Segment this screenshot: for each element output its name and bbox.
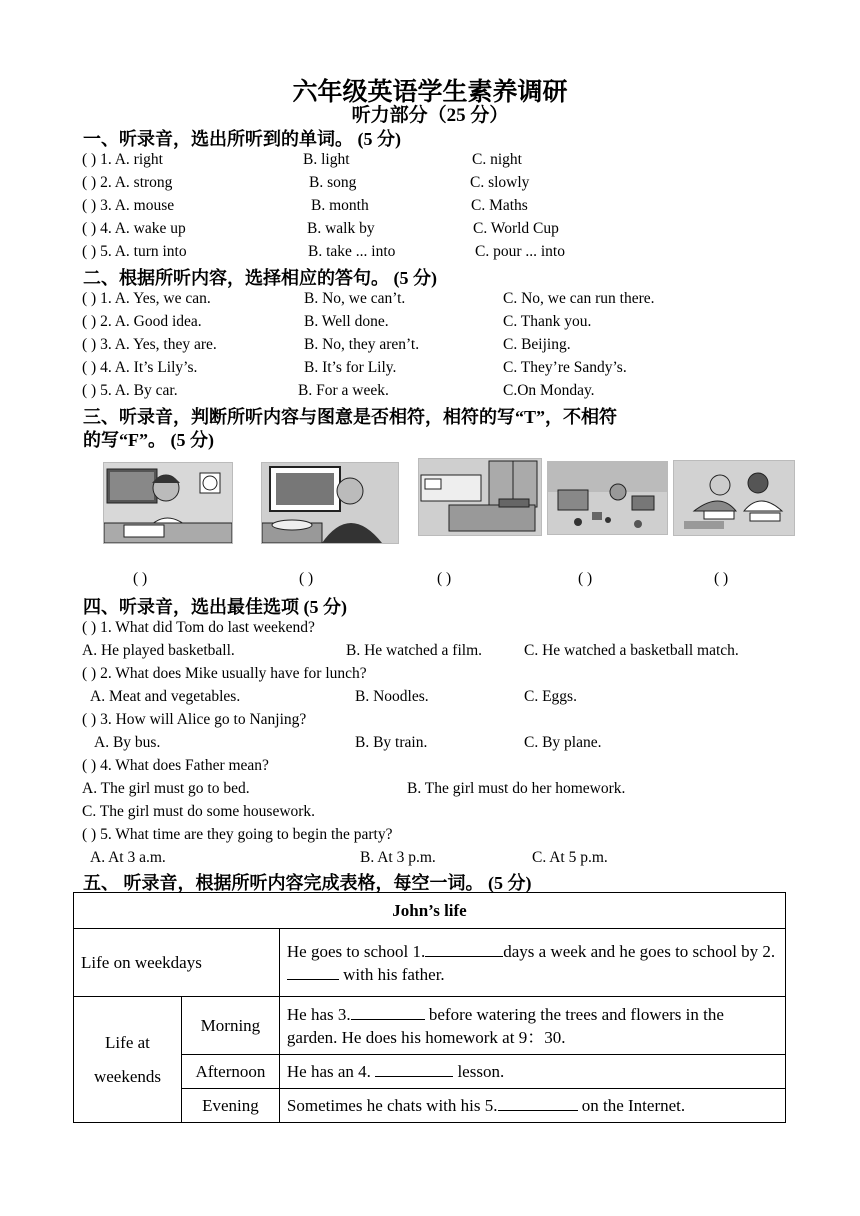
- section-2-heading: 二、根据所听内容，选择相应的答句。 (5 分): [83, 268, 437, 288]
- s4-q5: ( ) 5. What time are they going to begin the party?: [82, 826, 393, 843]
- afternoon-content: [279, 1055, 785, 1089]
- s2-q4-c: C. They’re Sandy’s.: [503, 359, 627, 376]
- s1-q3-b: B. month: [311, 197, 369, 214]
- afternoon-text-2: lesson.: [453, 1062, 505, 1081]
- section-4-heading: 四、听录音，选出最佳选项 (5 分): [83, 597, 347, 617]
- s4-q2-c: C. Eggs.: [524, 688, 577, 705]
- s1-q4-b: B. walk by: [307, 220, 375, 237]
- s2-q3-b: B. No, they aren’t.: [304, 336, 420, 353]
- page-subtitle: 听力部分（25 分）: [351, 105, 509, 126]
- s4-q1-c: C. He watched a basketball match.: [524, 642, 739, 659]
- s2-q5-b: B. For a week.: [298, 382, 389, 399]
- s4-q2-b: B. Noodles.: [355, 688, 429, 705]
- table-header: John’s life: [74, 893, 786, 929]
- s4-q3: ( ) 3. How will Alice go to Nanjing?: [82, 711, 307, 728]
- weekdays-label: Life on weekdays: [74, 929, 280, 997]
- evening-label: Evening: [181, 1089, 279, 1123]
- picture-boy-writing: [103, 462, 233, 544]
- s1-q2-a: ( ) 2. A. strong: [82, 174, 173, 191]
- s2-q3-a: ( ) 3. A. Yes, they are.: [82, 336, 217, 353]
- s1-q5-a: ( ) 5. A. turn into: [82, 243, 187, 260]
- section-3-heading-line1: 三、听录音，判断所听内容与图意是否相符，相符的写“T”，不相符: [83, 407, 618, 427]
- section-3-heading-line2: 的写“F”。 (5 分): [83, 430, 214, 450]
- s4-q5-b: B. At 3 p.m.: [360, 849, 436, 866]
- s1-q4-c: C. World Cup: [473, 220, 559, 237]
- morning-content: [279, 997, 785, 1055]
- s4-q5-a: A. At 3 a.m.: [90, 849, 166, 866]
- morning-text-2: before watering the trees and flowers in the garden. He does his homework at 9：30.: [286, 1004, 724, 1047]
- weekdays-text-3: with his father.: [338, 964, 445, 984]
- blank-1[interactable]: [425, 956, 503, 957]
- s1-q1-a: ( ) 1. A. right: [82, 151, 163, 168]
- s2-q3-c: C. Beijing.: [503, 336, 571, 353]
- s2-q5-c: C.On Monday.: [503, 382, 595, 399]
- s2-q1-b: B. No, we can’t.: [304, 290, 406, 307]
- s1-q3-a: ( ) 3. A. mouse: [82, 197, 175, 214]
- s4-q4-b: B. The girl must do her homework.: [407, 780, 626, 797]
- weekdays-content: [279, 929, 785, 997]
- afternoon-text-1: He has an 4.: [286, 1062, 376, 1081]
- s2-q1-a: ( ) 1. A. Yes, we can.: [82, 290, 211, 307]
- s1-q3-c: C. Maths: [471, 197, 528, 214]
- s2-q2-c: C. Thank you.: [503, 313, 592, 330]
- s1-q5-c: C. pour ... into: [475, 243, 565, 260]
- picture-bedroom: [418, 458, 542, 536]
- s4-q3-b: B. By train.: [355, 734, 428, 751]
- s3-bracket-1: ( ): [133, 570, 148, 587]
- blank-2[interactable]: [287, 979, 339, 980]
- evening-text-2: on the Internet.: [577, 1096, 686, 1115]
- s4-q2: ( ) 2. What does Mike usually have for lunch?: [82, 665, 367, 682]
- s4-q4: ( ) 4. What does Father mean?: [82, 757, 269, 774]
- s2-q2-b: B. Well done.: [304, 313, 389, 330]
- s4-q1-b: B. He watched a film.: [346, 642, 483, 659]
- evening-content: [279, 1089, 785, 1123]
- s4-q4-a: A. The girl must go to bed.: [82, 780, 250, 797]
- s2-q4-b: B. It’s for Lily.: [304, 359, 397, 376]
- s4-q2-a: A. Meat and vegetables.: [90, 688, 241, 705]
- s4-q1-a: A. He played basketball.: [82, 642, 235, 659]
- s3-bracket-4: ( ): [578, 570, 593, 587]
- s4-q3-a: A. By bus.: [94, 734, 161, 751]
- section-5-heading: 五、 听录音，根据所听内容完成表格，每空一词。 (5 分): [83, 873, 532, 893]
- s2-q4-a: ( ) 4. A. It’s Lily’s.: [82, 359, 198, 376]
- weekends-label-line2: weekends: [93, 1066, 161, 1086]
- evening-text-1: Sometimes he chats with his 5.: [286, 1096, 498, 1115]
- s1-q1-c: C. night: [472, 151, 522, 168]
- weekends-label: [74, 997, 182, 1123]
- s2-q2-a: ( ) 2. A. Good idea.: [82, 313, 202, 330]
- blank-4[interactable]: [375, 1076, 453, 1077]
- s4-q1: ( ) 1. What did Tom do last weekend?: [82, 619, 315, 636]
- s2-q5-a: ( ) 5. A. By car.: [82, 382, 178, 399]
- s1-q2-c: C. slowly: [470, 174, 530, 191]
- page-title: 六年级英语学生素养调研: [292, 79, 568, 106]
- s1-q5-b: B. take ... into: [308, 243, 396, 260]
- johns-life-table: [73, 892, 786, 1123]
- picture-children-reading: [673, 460, 795, 536]
- s3-bracket-5: ( ): [714, 570, 729, 587]
- s3-bracket-2: ( ): [299, 570, 314, 587]
- afternoon-label: Afternoon: [181, 1055, 279, 1089]
- s4-q3-c: C. By plane.: [524, 734, 602, 751]
- blank-5[interactable]: [498, 1110, 578, 1111]
- section-1-heading: 一、听录音，选出所听到的单词。 (5 分): [83, 129, 401, 149]
- weekdays-text-1: He goes to school 1.: [286, 941, 426, 961]
- s2-q1-c: C. No, we can run there.: [503, 290, 655, 307]
- s1-q1-b: B. light: [303, 151, 350, 168]
- picture-messy-room: [547, 461, 668, 535]
- weekends-label-line1: Life at: [105, 1032, 150, 1052]
- s3-bracket-3: ( ): [437, 570, 452, 587]
- weekdays-text-2: days a week and he goes to school by 2.: [503, 941, 776, 961]
- s4-q5-c: C. At 5 p.m.: [532, 849, 608, 866]
- s1-q2-b: B. song: [309, 174, 357, 191]
- s1-q4-a: ( ) 4. A. wake up: [82, 220, 186, 237]
- blank-3[interactable]: [351, 1019, 425, 1020]
- morning-text-1: He has 3.: [286, 1004, 351, 1024]
- s4-q4-c: C. The girl must do some housework.: [82, 803, 316, 820]
- picture-man-brushing-teeth: [261, 462, 399, 544]
- morning-label: Morning: [181, 997, 279, 1055]
